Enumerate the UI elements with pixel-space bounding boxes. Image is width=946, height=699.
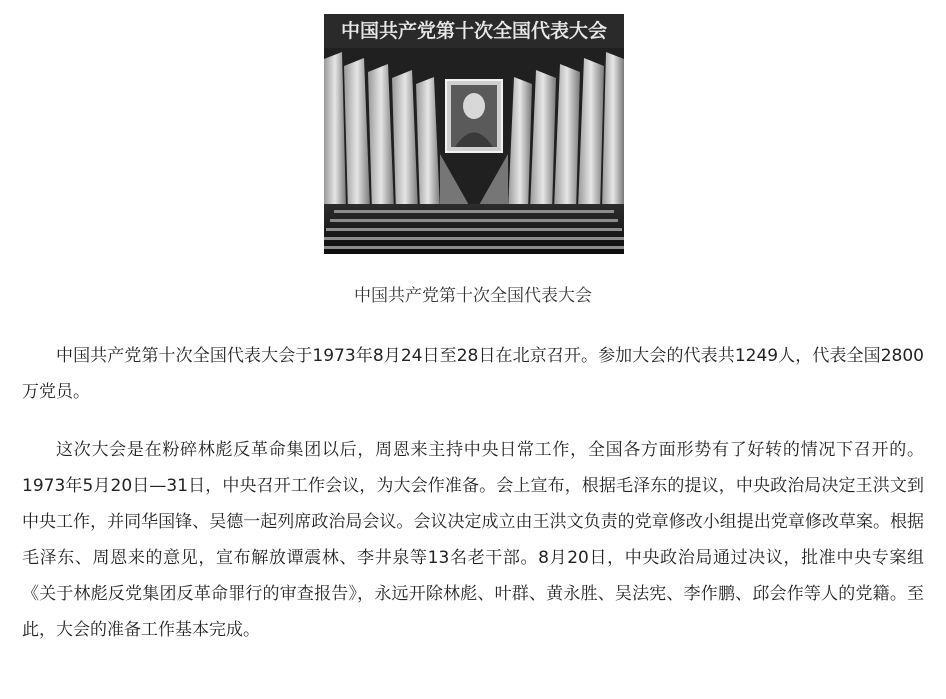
photo-banner-text: 中国共产党第十次全国代表大会: [340, 20, 608, 42]
paragraph-intro: 中国共产党第十次全国代表大会于1973年8月24日至28日在北京召开。参加大会的代表共1249人，代表全国2800万党员。: [22, 346, 924, 402]
photo-caption: 中国共产党第十次全国代表大会: [354, 286, 592, 306]
congress-photo: [324, 14, 624, 254]
portrait: [446, 80, 502, 152]
paragraph-background: 这次大会是在粉碎林彪反革命集团以后，周恩来主持中央日常工作，全国各方面形势有了好转的情况下召开的。1973年5月20日—31日，中央召开工作会议，为大会作准备。会上宣布，根据毛泽东的提议，中央政治局决定王洪文到中央工作，并同华国锋、吴德一起列席政治局会议。会议决定成立由王洪文负责的党章修改小组提出党章修改草案。根据毛泽东、周恩来的意见，宣布解放谭震林、李井泉等13名老干部。8月20日，中央政治局通过决议，批准中央专案组《关于林彪反党集团反革命罪行的审查报告》，永远开除林彪、叶群、黄永胜、吴法宪、李作鹏、邱会作等人的党籍。至此，大会的准备工作基本完成。: [22, 440, 924, 640]
article-body: [22, 338, 924, 648]
congress-photo-drawing: [324, 14, 624, 254]
